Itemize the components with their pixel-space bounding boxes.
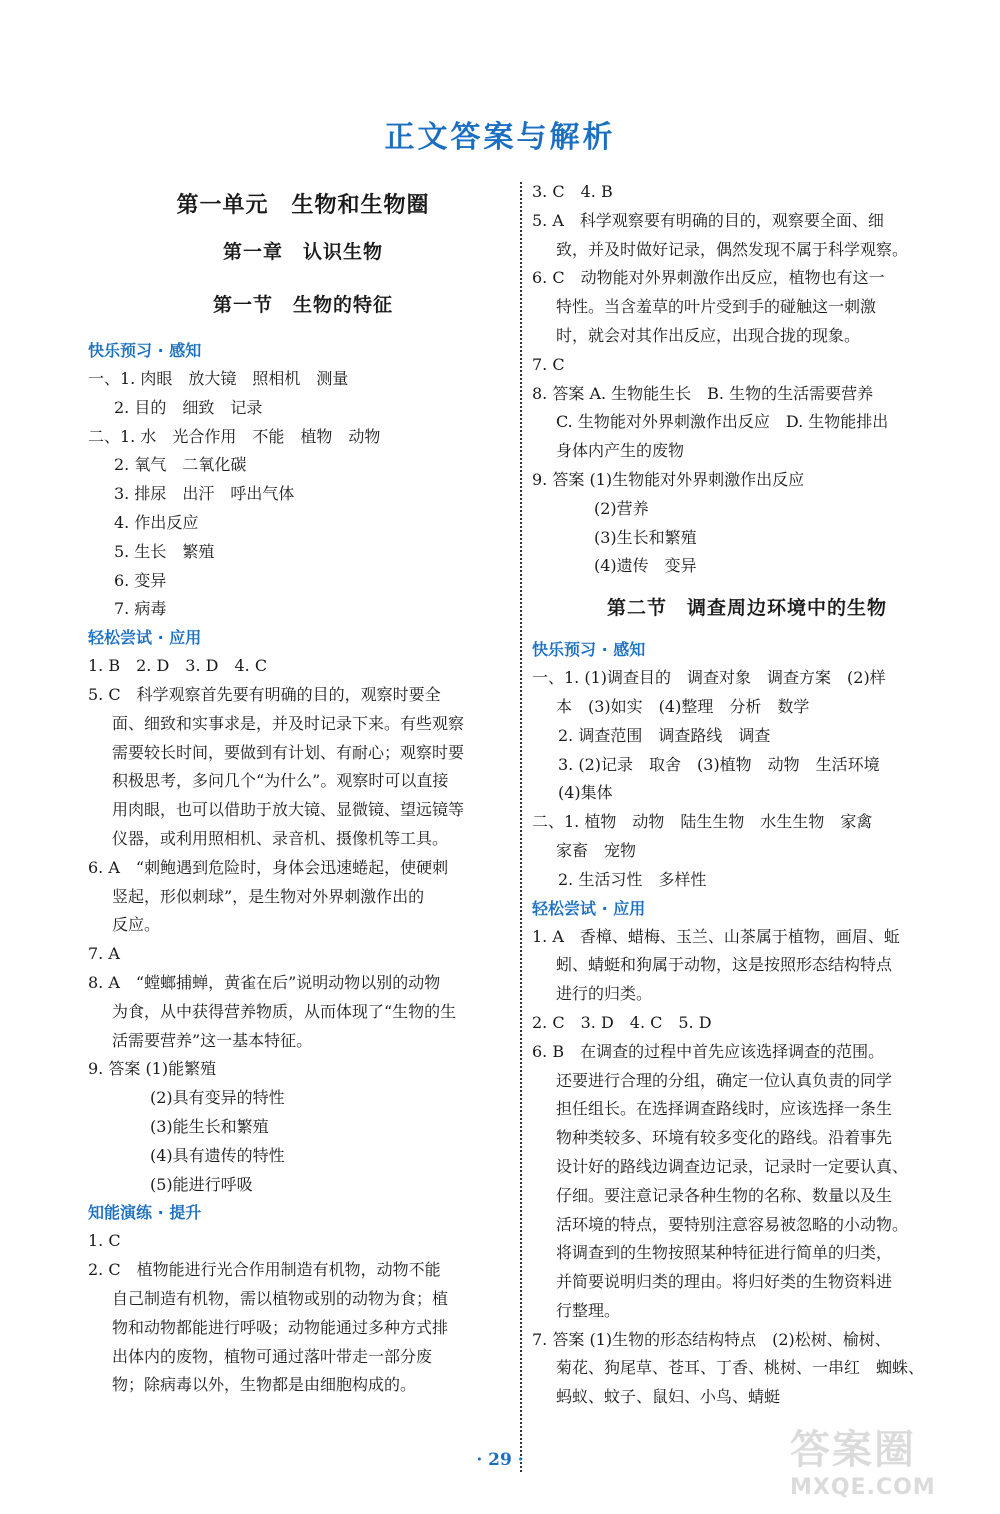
answer-line: 并简要说明归类的理由。将归好类的生物资料进 — [556, 1272, 893, 1292]
answer-line: 6. C 动物能对外界刺激作出反应，植物也有这一 — [532, 268, 885, 288]
answer-line: 9. 答案 (1)生物能对外界刺激作出反应 — [532, 469, 805, 489]
answer-line: 行整理。 — [556, 1300, 621, 1320]
answer-line: 需要较长时间，要做到有计划、有耐心；观察时要 — [112, 742, 465, 762]
answer-line: 2. 调查范围 调查路线 调查 — [558, 725, 771, 745]
answer-line: C. 生物能对外界刺激作出反应 D. 生物能排出 — [556, 412, 889, 432]
right-column — [532, 178, 962, 1412]
column-divider — [520, 182, 522, 1472]
answer-line: 积极思考，多问几个“为什么”。观察时可以直接 — [112, 771, 449, 791]
answer-line: 竖起，形似刺球”，是生物对外界刺激作出的 — [112, 886, 425, 906]
answer-line: 5. C 科学观察首先要有明确的目的，观察时要全 — [88, 684, 441, 704]
answer-line: 1. C — [88, 1231, 121, 1251]
answer-line: 进行的归类。 — [556, 984, 653, 1004]
answer-line: 1. A 香樟、蜡梅、玉兰、山茶属于植物，画眉、蚯 — [532, 926, 900, 946]
answer-line: (2)具有变异的特性 — [150, 1088, 285, 1108]
section-heading: 第二节 调查周边环境中的生物 — [606, 597, 887, 620]
answer-line: 7. C — [532, 354, 565, 374]
answer-line: 2. C 植物能进行光合作用制造有机物，动物不能 — [88, 1260, 441, 1280]
answer-line: 物种类较多、环境有较多变化的路线。沿着事先 — [556, 1128, 893, 1148]
subsection-heading: 轻松尝试 · 应用 — [88, 628, 202, 648]
answer-line: 仔细。要注意记录各种生物的名称、数量以及生 — [556, 1185, 893, 1205]
answer-line: (2)营养 — [594, 498, 649, 518]
answer-line: (4)具有遗传的特性 — [150, 1145, 285, 1165]
answer-line: 3. (2)记录 取舍 (3)植物 动物 生活环境 — [558, 754, 880, 774]
answer-line: (3)能生长和繁殖 — [150, 1116, 269, 1136]
answer-list — [88, 652, 518, 1199]
unit-heading: 第一单元 生物和生物圈 — [176, 192, 430, 218]
answer-line: 1. B 2. D 3. D 4. C — [88, 656, 268, 676]
answer-line: 担任组长。在选择调查路线时，应该选择一条生 — [556, 1099, 893, 1119]
answer-line: 8. A “螳螂捕蝉，黄雀在后”说明动物以别的动物 — [88, 972, 441, 992]
answer-line: 出体内的废物，植物可通过落叶带走一部分废 — [112, 1346, 433, 1366]
answer-line: 9. 答案 (1)能繁殖 — [88, 1059, 217, 1079]
answer-line: 2. 生活习性 多样性 — [558, 869, 707, 889]
answer-line: 2. C 3. D 4. C 5. D — [532, 1012, 712, 1032]
answer-line: 身体内产生的废物 — [556, 441, 685, 461]
answer-line: 二、1. 水 光合作用 不能 植物 动物 — [88, 426, 381, 446]
answer-line: 物和动物都能进行呼吸；动物能通过多种方式排 — [112, 1317, 449, 1337]
subsection-heading: 知能演练 · 提升 — [88, 1203, 202, 1223]
answer-list — [532, 178, 962, 581]
answer-line: 面、细致和实事求是，并及时记录下来。有些观察 — [112, 713, 465, 733]
watermark-logo — [790, 1418, 990, 1504]
answer-line: 致，并及时做好记录，偶然发现不属于科学观察。 — [556, 239, 909, 259]
subsection-heading: 轻松尝试 · 应用 — [532, 898, 646, 918]
answer-line: 6. B 在调查的过程中首先应该选择调查的范围。 — [532, 1041, 885, 1061]
left-column — [88, 178, 518, 1400]
answer-line: (4)集体 — [558, 783, 613, 803]
answer-line: 一、1. 肉眼 放大镜 照相机 测量 — [88, 369, 349, 388]
answer-line: 活需要营养”这一基本特征。 — [112, 1030, 313, 1050]
answer-line: 7. 病毒 — [114, 599, 167, 619]
answer-line: 本 (3)如实 (4)整理 分析 数学 — [556, 696, 810, 716]
answer-line: 为食，从中获得营养物质，从而体现了“生物的生 — [112, 1001, 457, 1021]
answer-line: 特性。当含羞草的叶片受到手的碰触这一刺激 — [556, 297, 877, 317]
answer-line: 菊花、狗尾草、苍耳、丁香、桃树、一串红 蜘蛛、 — [556, 1358, 925, 1378]
answer-line: 设计好的路线边调查边记录，记录时一定要认真、 — [556, 1156, 909, 1176]
answer-line: 8. 答案 A. 生物能生长 B. 生物的生活需要营养 — [532, 383, 874, 403]
answer-line: 6. 变异 — [114, 570, 167, 590]
answer-line: 活环境的特点，要特别注意容易被忽略的小动物。 — [556, 1214, 909, 1234]
answer-line: 蚓、蜻蜓和狗属于动物，这是按照形态结构特点 — [556, 955, 893, 975]
answer-list — [88, 1227, 518, 1400]
chapter-heading: 第一章 认识生物 — [222, 241, 383, 263]
answer-line: 时，就会对其作出反应，出现合拢的现象。 — [556, 325, 861, 345]
answer-line: 6. A “刺鲍遇到危险时，身体会迅速蜷起，使硬刺 — [88, 857, 449, 877]
answer-line: 二、1. 植物 动物 陆生生物 水生生物 家禽 — [532, 812, 873, 832]
answer-line: 7. A — [88, 944, 120, 964]
answer-line: 2. 氧气 二氧化碳 — [114, 455, 247, 475]
answer-line: (4)遗传 变异 — [594, 556, 697, 576]
answer-line: 家畜 宠物 — [556, 840, 637, 860]
answer-line: 还要进行合理的分组，确定一位认真负责的同学 — [556, 1070, 893, 1090]
answer-line: 5. A 科学观察要有明确的目的，观察要全面、细 — [532, 210, 884, 230]
subsection-heading: 快乐预习 · 感知 — [88, 341, 202, 360]
page-number: · 29 · — [476, 1450, 524, 1470]
answer-line: 自己制造有机物，需以植物或别的动物为食；植 — [112, 1288, 449, 1308]
watermark-site-text: MXQE.COM — [790, 1475, 936, 1500]
answer-line: 5. 生长 繁殖 — [114, 541, 215, 561]
answer-line: 3. 排尿 出汗 呼出气体 — [114, 484, 295, 504]
subsection-heading: 快乐预习 · 感知 — [532, 640, 646, 660]
section-heading: 第一节 生物的特征 — [212, 294, 393, 316]
page-title: 正文答案与解析 — [384, 120, 616, 155]
answer-list — [532, 664, 962, 894]
answer-line: 仪器，或利用照相机、录音机、摄像机等工具。 — [112, 828, 449, 848]
answer-line: (5)能进行呼吸 — [150, 1174, 253, 1194]
answer-line: 4. 作出反应 — [114, 512, 199, 532]
watermark-logo-text: 答案圈 — [790, 1427, 916, 1473]
answer-line: (3)生长和繁殖 — [594, 527, 697, 547]
answer-line: 3. C 4. B — [532, 182, 613, 201]
answer-line: 反应。 — [112, 915, 161, 935]
answer-line: 7. 答案 (1)生物的形态结构特点 (2)松树、榆树、 — [532, 1329, 891, 1349]
answer-line: 蚂蚁、蚊子、鼠妇、小鸟、蜻蜓 — [556, 1387, 781, 1407]
answer-line: 2. 目的 细致 记录 — [114, 397, 263, 417]
answer-line: 物；除病毒以外，生物都是由细胞构成的。 — [112, 1375, 417, 1395]
answer-line: 将调查到的生物按照某种特征进行简单的归类， — [556, 1243, 893, 1263]
answer-list — [532, 923, 962, 1413]
answer-list — [88, 365, 518, 624]
answer-line: 用肉眼，也可以借助于放大镜、显微镜、望远镜等 — [112, 800, 465, 820]
answer-line: 一、1. (1)调查目的 调查对象 调查方案 (2)样 — [532, 668, 886, 688]
